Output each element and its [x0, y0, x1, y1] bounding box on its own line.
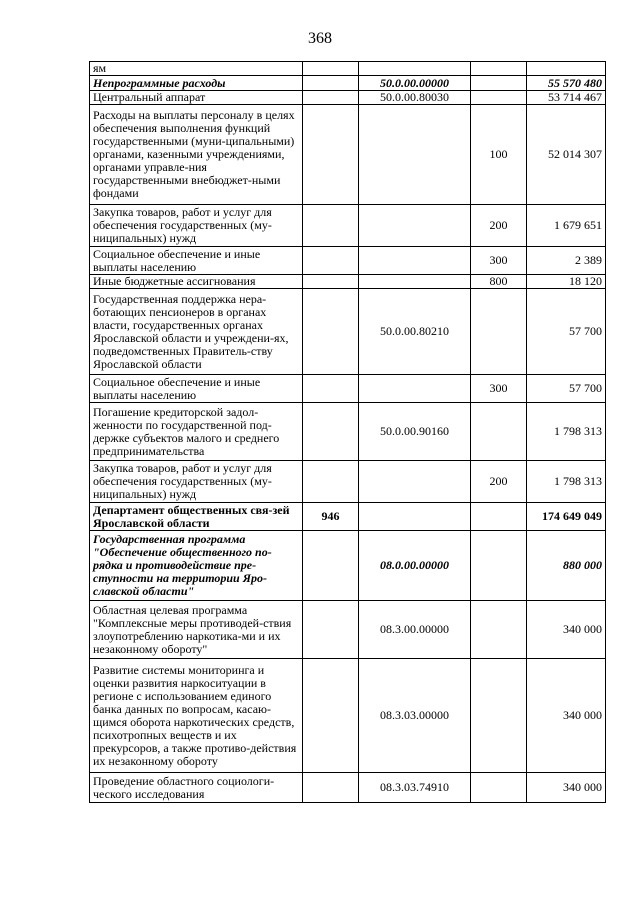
row-vr-cell: 800: [471, 275, 527, 289]
row-name-cell: Закупка товаров, работ и услуг для обеспечения государственных (му-ниципальных) нужд: [90, 205, 303, 247]
row-dept-cell: [303, 62, 359, 76]
row-vr-cell: [471, 503, 527, 531]
row-dept-cell: [303, 403, 359, 461]
table-row: [90, 91, 606, 105]
row-name-cell: Центральный аппарат: [90, 91, 303, 105]
row-csr-cell: 08.3.03.00000: [359, 659, 471, 773]
row-dept-cell: [303, 659, 359, 773]
row-dept-cell: 946: [303, 503, 359, 531]
row-amount-cell: 174 649 049: [527, 503, 606, 531]
row-dept-cell: [303, 773, 359, 803]
table-row: [90, 275, 606, 289]
row-amount-cell: 880 000: [527, 531, 606, 601]
row-amount-cell: 57 700: [527, 375, 606, 403]
table-row: [90, 205, 606, 247]
row-amount-cell: 53 714 467: [527, 91, 606, 105]
row-csr-cell: 50.0.00.00000: [359, 76, 471, 91]
row-amount-cell: 340 000: [527, 601, 606, 659]
row-csr-cell: [359, 62, 471, 76]
row-dept-cell: [303, 375, 359, 403]
row-amount-cell: 1 798 313: [527, 461, 606, 503]
row-name-cell: ям: [90, 62, 303, 76]
row-amount-cell: 340 000: [527, 773, 606, 803]
row-name-cell: Проведение областного социологи-ческого исследования: [90, 773, 303, 803]
table-row: [90, 105, 606, 205]
row-name-cell: Социальное обеспечение и иные выплаты населению: [90, 247, 303, 275]
row-dept-cell: [303, 601, 359, 659]
row-csr-cell: [359, 375, 471, 403]
row-csr-cell: [359, 275, 471, 289]
row-amount-cell: [527, 62, 606, 76]
row-csr-cell: 08.3.03.74910: [359, 773, 471, 803]
row-name-cell: Непрограммные расходы: [90, 76, 303, 91]
row-csr-cell: [359, 503, 471, 531]
table-row: [90, 659, 606, 773]
row-csr-cell: 08.0.00.00000: [359, 531, 471, 601]
row-name-cell: Погашение кредиторской задол-женности по государственной под-держке субъектов малого и среднего предпринимательства: [90, 403, 303, 461]
table-row: [90, 601, 606, 659]
row-amount-cell: 18 120: [527, 275, 606, 289]
row-csr-cell: [359, 247, 471, 275]
row-vr-cell: 200: [471, 461, 527, 503]
row-amount-cell: 1 679 651: [527, 205, 606, 247]
row-vr-cell: 100: [471, 105, 527, 205]
row-vr-cell: [471, 601, 527, 659]
row-csr-cell: 50.0.00.90160: [359, 403, 471, 461]
table-row: [90, 62, 606, 76]
row-vr-cell: [471, 659, 527, 773]
row-vr-cell: [471, 91, 527, 105]
row-vr-cell: [471, 62, 527, 76]
row-dept-cell: [303, 205, 359, 247]
row-csr-cell: [359, 461, 471, 503]
table-row: [90, 773, 606, 803]
row-dept-cell: [303, 76, 359, 91]
row-name-cell: Государственная программа "Обеспечение общественного по-рядка и противодействие пре-ступности на территории Яро-славской области": [90, 531, 303, 601]
row-amount-cell: 340 000: [527, 659, 606, 773]
row-amount-cell: 2 389: [527, 247, 606, 275]
row-name-cell: Иные бюджетные ассигнования: [90, 275, 303, 289]
table-row: [90, 375, 606, 403]
row-name-cell: Областная целевая программа "Комплексные меры противодей-ствия злоупотреблению наркотика-ми и их незаконному обороту": [90, 601, 303, 659]
row-dept-cell: [303, 531, 359, 601]
table-row: [90, 403, 606, 461]
row-csr-cell: 50.0.00.80030: [359, 91, 471, 105]
row-dept-cell: [303, 247, 359, 275]
row-vr-cell: 300: [471, 375, 527, 403]
table-row: [90, 247, 606, 275]
row-dept-cell: [303, 289, 359, 375]
table-row: [90, 503, 606, 531]
row-amount-cell: 52 014 307: [527, 105, 606, 205]
row-vr-cell: [471, 403, 527, 461]
row-vr-cell: 200: [471, 205, 527, 247]
row-dept-cell: [303, 461, 359, 503]
row-name-cell: Развитие системы мониторинга и оценки развития наркоситуации в регионе с использованием единого банка данных по вопросам, касаю-щимся оборота наркотических средств, психотропных веществ и их прекурсоров, а также противо-действия их незаконному обороту: [90, 659, 303, 773]
budget-table: [89, 61, 606, 803]
row-amount-cell: 1 798 313: [527, 403, 606, 461]
row-vr-cell: [471, 531, 527, 601]
row-dept-cell: [303, 275, 359, 289]
row-name-cell: Социальное обеспечение и иные выплаты населению: [90, 375, 303, 403]
row-csr-cell: 50.0.00.80210: [359, 289, 471, 375]
row-csr-cell: 08.3.00.00000: [359, 601, 471, 659]
row-amount-cell: 57 700: [527, 289, 606, 375]
row-name-cell: Департамент общественных свя-зей Ярославской области: [90, 503, 303, 531]
table-row: [90, 531, 606, 601]
row-amount-cell: 55 570 480: [527, 76, 606, 91]
row-csr-cell: [359, 205, 471, 247]
row-dept-cell: [303, 105, 359, 205]
row-name-cell: Государственная поддержка нера-ботающих пенсионеров в органах власти, государственных органах Ярославской области и учреждени-ях, подведомственных Правитель-ству Ярославской области: [90, 289, 303, 375]
row-vr-cell: 300: [471, 247, 527, 275]
row-csr-cell: [359, 105, 471, 205]
row-name-cell: Закупка товаров, работ и услуг для обеспечения государственных (му-ниципальных) нужд: [90, 461, 303, 503]
row-vr-cell: [471, 76, 527, 91]
budget-table-body: [90, 62, 606, 803]
table-row: [90, 289, 606, 375]
page-number: 368: [308, 30, 332, 47]
table-row: [90, 76, 606, 91]
row-vr-cell: [471, 289, 527, 375]
table-row: [90, 461, 606, 503]
row-dept-cell: [303, 91, 359, 105]
row-name-cell: Расходы на выплаты персоналу в целях обеспечения выполнения функций государственными (муни-ципальными) органами, казенными учреждениями, органами управле-ния государственными внебюджет-ными фондами: [90, 105, 303, 205]
row-vr-cell: [471, 773, 527, 803]
